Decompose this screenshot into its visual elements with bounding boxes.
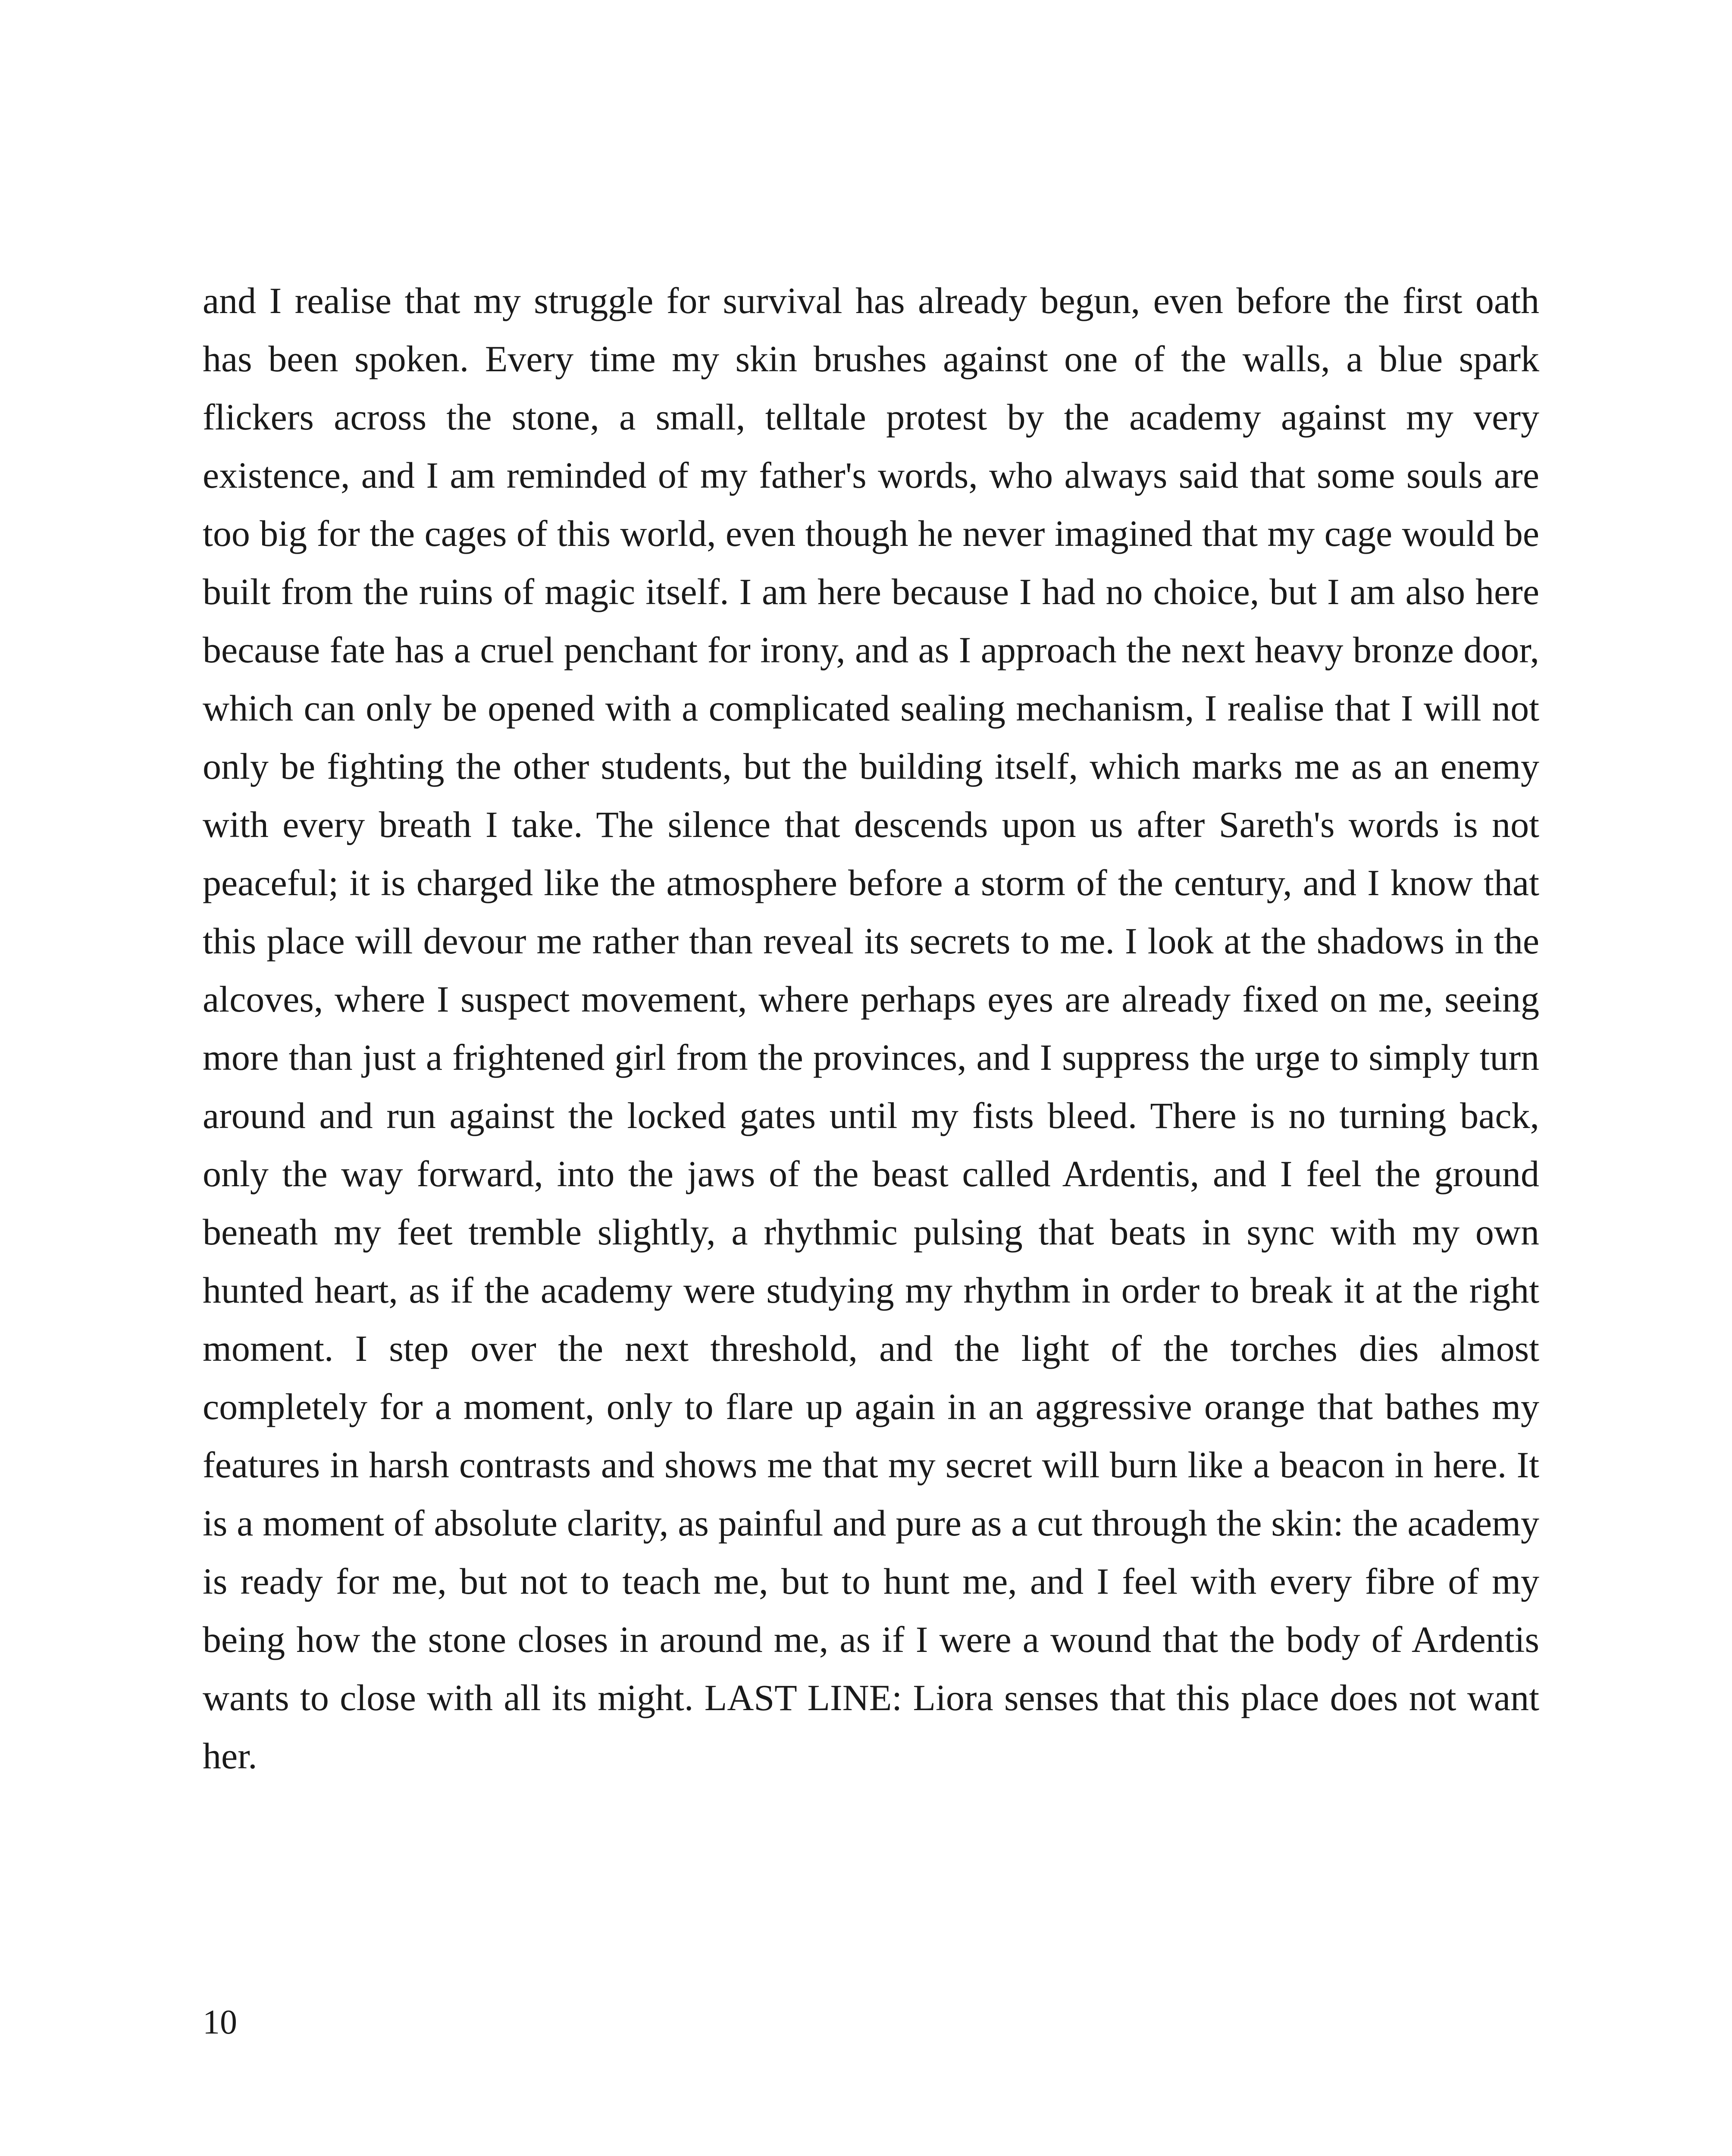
- body-paragraph: and I realise that my struggle for survival has already begun, even before the first oath has been spoken. Every time my skin brushes against one of the walls, a blue spark flickers across the stone, a small, telltale protest by the academy against my very existence, and I am reminded of my father's words, who always said that some souls are too big for the cages of this world, even though he never imagined that my cage would be built from the ruins of magic itself. I am here because I had no choice, but I am also here because fate has a cruel penchant for irony, and as I approach the next heavy bronze door, which can only be opened with a complicated sealing mechanism, I realise that I will not only be fighting the other students, but the building itself, which marks me as an enemy with every breath I take. The silence that descends upon us after Sareth's words is not peaceful; it is charged like the atmosphere before a storm of the century, and I know that this place will devour me rather than reveal its secrets to me. I look at the shadows in the alcoves, where I suspect movement, where perhaps eyes are already fixed on me, seeing more than just a frightened girl from the provinces, and I suppress the urge to simply turn around and run against the locked gates until my fists bleed. There is no turning back, only the way forward, into the jaws of the beast called Ardentis, and I feel the ground beneath my feet tremble slightly, a rhythmic pulsing that beats in sync with my own hunted heart, as if the academy were studying my rhythm in order to break it at the right moment. I step over the next threshold, and the light of the torches dies almost completely for a moment, only to flare up again in an aggressive orange that bathes my features in harsh contrasts and shows me that my secret will burn like a beacon in here. It is a moment of absolute clarity, as painful and pure as a cut through the skin: the academy is ready for me, but not to teach me, but to hunt me, and I feel with every fibre of my being how the stone closes in around me, as if I were a wound that the body of Ardentis wants to close with all its might. LAST LINE: Liora senses that this place does not want her.: [203, 280, 1539, 1777]
- page-number: 10: [203, 2003, 237, 2041]
